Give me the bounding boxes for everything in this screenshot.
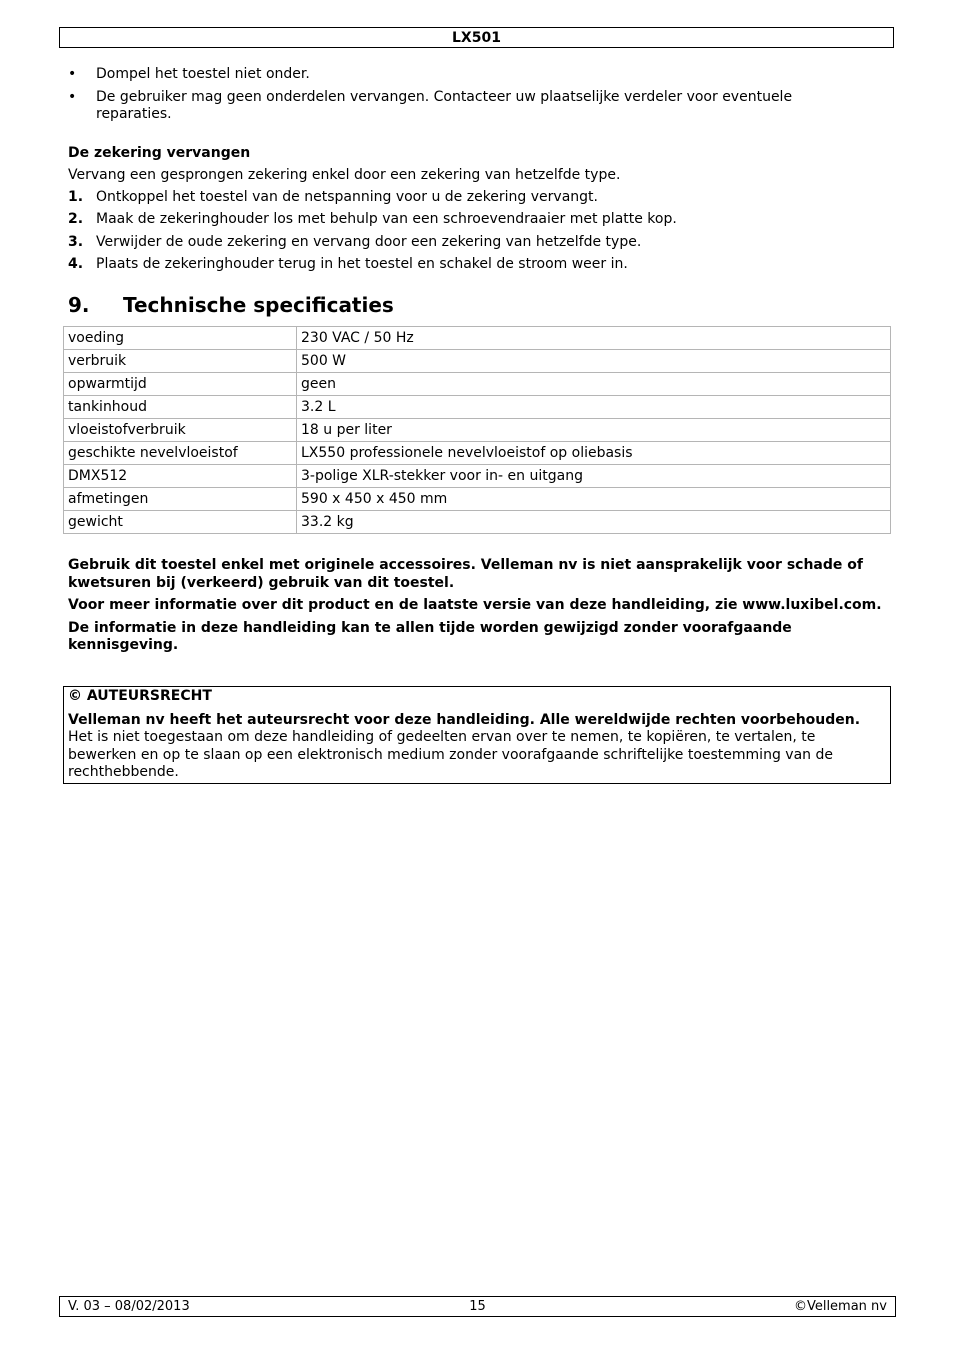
spec-key: tankinhoud bbox=[64, 396, 297, 419]
page-footer bbox=[59, 1296, 896, 1317]
bullet-icon: • bbox=[68, 66, 77, 82]
spec-key: geschikte nevelvloeistof bbox=[64, 442, 297, 465]
spec-key: vloeistofverbruik bbox=[64, 419, 297, 442]
step-text: Plaats de zekeringhouder terug in het toestel en schakel de stroom weer in. bbox=[96, 256, 628, 273]
step-number: 4. bbox=[68, 256, 84, 273]
spec-value: 590 x 450 x 450 mm bbox=[297, 488, 891, 511]
note-paragraph: Gebruik dit toestel enkel met originele accessoires. Velleman nv is niet aansprakelijk voor schade of kwetsuren bij (verkeerd) gebruik van dit toestel. bbox=[68, 557, 863, 591]
spec-value: 3-polige XLR-stekker voor in- en uitgang bbox=[297, 465, 891, 488]
fuse-intro: Vervang een gesprongen zekering enkel door een zekering van hetzelfde type. bbox=[68, 167, 621, 183]
bullet-item bbox=[68, 66, 828, 83]
safety-bullet-list bbox=[68, 66, 828, 129]
fuse-steps bbox=[68, 188, 888, 278]
step-text: Maak de zekeringhouder los met behulp van een schroevendraaier met platte kop. bbox=[96, 211, 677, 228]
copyright-box bbox=[63, 686, 891, 784]
table-row bbox=[64, 511, 891, 534]
page-header bbox=[59, 27, 894, 48]
table-row bbox=[64, 350, 891, 373]
note-paragraph: Voor meer informatie over dit product en de laatste versie van deze handleiding, zie www.luxibel.com. bbox=[68, 597, 882, 613]
notes-block bbox=[68, 557, 888, 660]
bullet-text: Dompel het toestel niet onder. bbox=[96, 66, 310, 82]
bullet-text: De gebruiker mag geen onderdelen vervangen. Contacteer uw plaatselijke verdeler voor eventuele reparaties. bbox=[96, 89, 793, 122]
spec-key: voeding bbox=[64, 327, 297, 350]
specs-table bbox=[63, 326, 891, 534]
bullet-icon: • bbox=[68, 89, 77, 105]
step-item bbox=[68, 210, 888, 232]
step-item bbox=[68, 188, 888, 210]
spec-value: 500 W bbox=[297, 350, 891, 373]
step-number: 1. bbox=[68, 189, 84, 205]
step-item bbox=[68, 255, 888, 277]
spec-value: LX550 professionele nevelvloeistof op oliebasis bbox=[297, 442, 891, 465]
spec-key: opwarmtijd bbox=[64, 373, 297, 396]
model-title: LX501 bbox=[452, 30, 501, 46]
step-text: Verwijder de oude zekering en vervang door een zekering van hetzelfde type. bbox=[96, 233, 642, 250]
table-row bbox=[64, 488, 891, 511]
footer-page-number: 15 bbox=[469, 1299, 486, 1314]
step-number: 2. bbox=[68, 211, 84, 228]
spec-value: 18 u per liter bbox=[297, 419, 891, 442]
footer-version: V. 03 – 08/02/2013 bbox=[68, 1299, 190, 1314]
table-row bbox=[64, 373, 891, 396]
spec-key: verbruik bbox=[64, 350, 297, 373]
table-row bbox=[64, 396, 891, 419]
copyright-title: © AUTEURSRECHT bbox=[68, 688, 212, 704]
table-row bbox=[64, 442, 891, 465]
fuse-heading: De zekering vervangen bbox=[68, 145, 251, 161]
spec-key: afmetingen bbox=[64, 488, 297, 511]
spec-value: 33.2 kg bbox=[297, 511, 891, 534]
section-title bbox=[68, 292, 394, 318]
step-number: 3. bbox=[68, 233, 84, 250]
table-row bbox=[64, 465, 891, 488]
spec-value: 3.2 L bbox=[297, 396, 891, 419]
section-number: 9. bbox=[68, 293, 90, 317]
spec-key: DMX512 bbox=[64, 465, 297, 488]
copyright-body: Het is niet toegestaan om deze handleiding of gedeelten ervan over te nemen, te kopiëren, te vertalen, te bewerken en op te slaan op een elektronisch medium zonder voorafgaande schriftelijke toestemming van de rechthebbende. bbox=[68, 729, 833, 780]
table-row bbox=[64, 327, 891, 350]
bullet-item bbox=[68, 89, 828, 123]
spec-key: gewicht bbox=[64, 511, 297, 534]
spec-value: 230 VAC / 50 Hz bbox=[297, 327, 891, 350]
section-title-text: Technische specificaties bbox=[123, 293, 394, 317]
copyright-statement: Velleman nv heeft het auteursrecht voor deze handleiding. Alle wereldwijde rechten voorbehouden. bbox=[68, 711, 861, 728]
step-item bbox=[68, 233, 888, 255]
note-paragraph: De informatie in deze handleiding kan te allen tijde worden gewijzigd zonder voorafgaande kennisgeving. bbox=[68, 619, 792, 653]
step-text: Ontkoppel het toestel van de netspanning voor u de zekering vervangt. bbox=[96, 189, 598, 205]
spec-value: geen bbox=[297, 373, 891, 396]
table-row bbox=[64, 419, 891, 442]
footer-company: ©Velleman nv bbox=[793, 1299, 887, 1314]
